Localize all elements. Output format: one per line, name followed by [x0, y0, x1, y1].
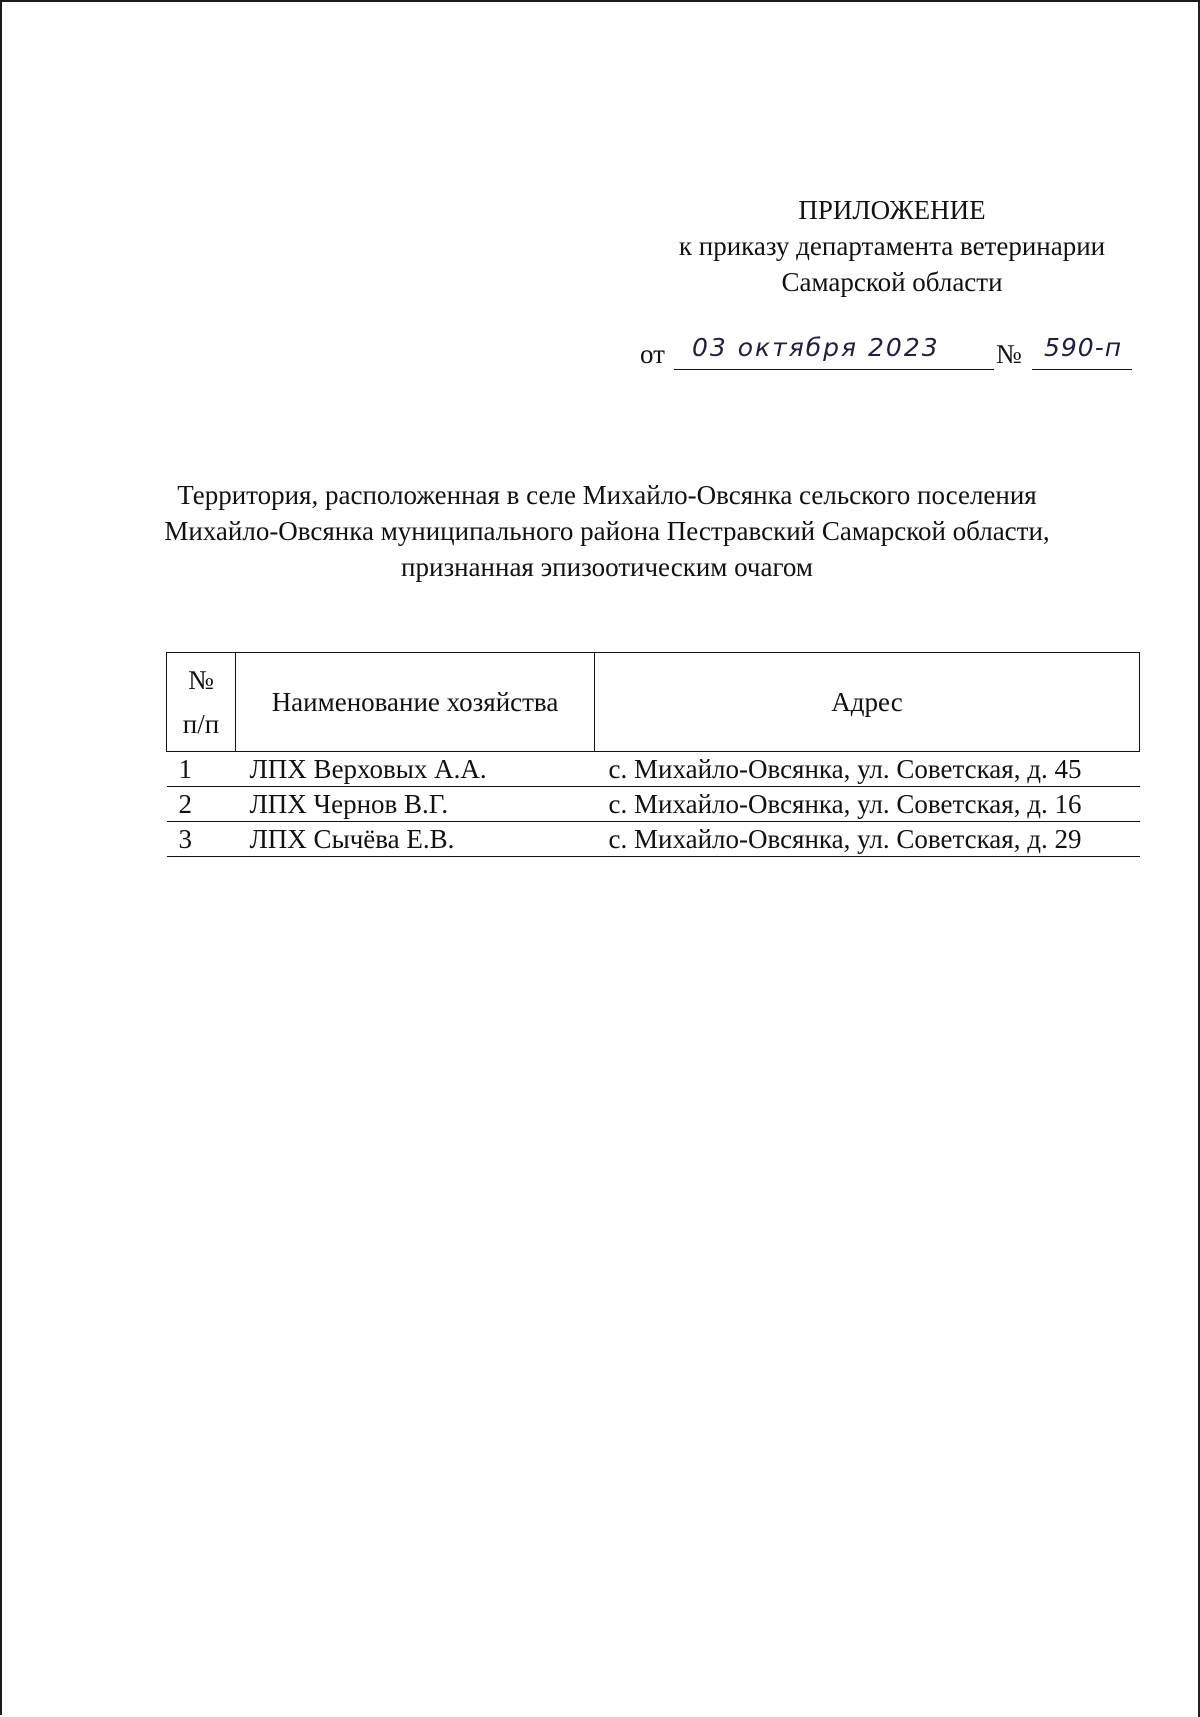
header-number-pp: п/п — [182, 709, 220, 739]
title-line-2: Михайло-Овсянка муниципального района Пестравский Самарской области, — [164, 516, 1050, 546]
title-line-3: признанная эпизоотическим очагом — [401, 552, 813, 582]
row-number: 1 — [167, 752, 236, 787]
order-date-handwritten: 03 октября 2023 — [692, 333, 940, 362]
table-row — [167, 822, 1140, 857]
row-farm-name: ЛПХ Верховых А.А. — [236, 752, 595, 787]
header-number — [167, 653, 236, 752]
order-number-handwritten: 590-п — [1044, 333, 1123, 362]
row-address: с. Михайло-Овсянка, ул. Советская, д. 45 — [595, 752, 1140, 787]
order-date-field — [674, 335, 994, 370]
table-row — [167, 787, 1140, 822]
header-farm-name: Наименование хозяйства — [236, 653, 595, 752]
header-number-sign: № — [188, 665, 214, 695]
title-line-1: Территория, расположенная в селе Михайло-Овсянка сельского поселения — [177, 480, 1037, 510]
row-farm-name: ЛПХ Сычёва Е.В. — [236, 822, 595, 857]
appendix-title: ПРИЛОЖЕНИЕ — [798, 195, 986, 225]
order-number-field — [1032, 335, 1132, 370]
row-number: 3 — [167, 822, 236, 857]
header-address: Адрес — [595, 653, 1140, 752]
row-farm-name: ЛПХ Чернов В.Г. — [236, 787, 595, 822]
appendix-header — [642, 192, 1142, 300]
row-number: 2 — [167, 787, 236, 822]
row-address: с. Михайло-Овсянка, ул. Советская, д. 29 — [595, 822, 1140, 857]
appendix-subtitle: к приказу департамента ветеринарии — [678, 231, 1106, 261]
farms-table — [166, 652, 1140, 857]
document-title — [132, 477, 1082, 585]
table-row — [167, 752, 1140, 787]
table-header-row — [167, 653, 1140, 752]
appendix-region: Самарской области — [781, 267, 1003, 297]
row-address: с. Михайло-Овсянка, ул. Советская, д. 16 — [595, 787, 1140, 822]
order-reference — [640, 335, 1140, 375]
order-date-label: от — [640, 339, 665, 369]
order-number-label: № — [996, 339, 1022, 369]
